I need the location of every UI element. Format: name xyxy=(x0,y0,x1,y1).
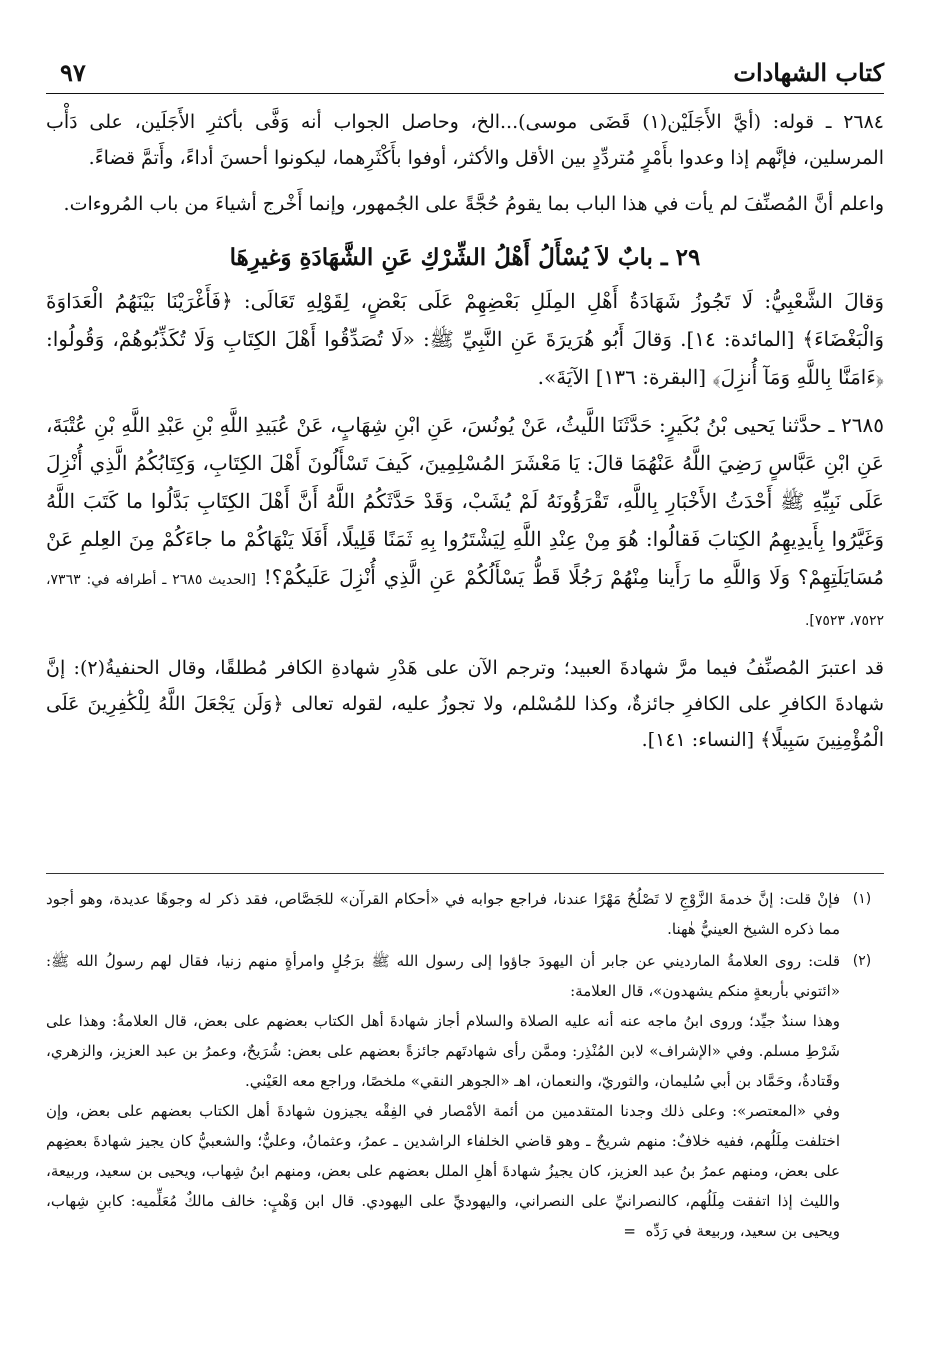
footnote-number: (١) xyxy=(852,891,872,907)
hadith-2685-text: ٢٦٨٥ ـ حدَّثنا يَحيى بْنُ بُكَيرٍ: حَدَّثَنَا اللَّيثُ، عَنْ يُونُسَ، عَنِ ابْنِ شِهَابٍ، عَنْ عُبَيدِ اللَّهِ بْنِ عَبْدِ اللَّهِ بْنِ عُتْبَةَ، عَنِ ابْنِ عَبَّاسٍ رَضِيَ اللَّهُ عَنْهُمَا قالَ: يَا مَعْشَرَ المُسْلِمِينَ، كَيفَ تَسْأَلُونَ أَهْلَ الكِتَابِ، وَكِتَابُكُمُ الَّذِي أُنْزِلَ عَلَى نَبِيِّهِ ﷺ أَحْدَثُ الأَخْبَارِ بِاللَّهِ، تَقْرَؤُونَهُ لَمْ يُشَبْ، وَقَدْ حَدَّثَكُمُ اللَّهُ أَنَّ أَهْلَ الكِتَابِ بَدَّلُوا ما كَتَبَ اللَّهُ وَغَيَّرُوا بِأَيدِيهِمُ الكِتابَ فَقالُوا: هُوَ مِنْ عِنْدِ اللَّهِ لِيَشْتَرُوا بِهِ ثَمَنًا قَلِيلًا، أَفَلَا يَنْهَاكُمْ ما جاءَكُمْ مِنَ العِلمِ عَنْ مُسَايَلَتِهِمْ؟ وَلَا وَاللَّهِ ما رَأَينا مِنْهُمْ رَجُلًا قَطُّ يَسْأَلُكُمْ عَنِ الَّذِي أُنْزِلَ عَلَيكُمْ؟! xyxy=(46,413,884,589)
footnote xyxy=(46,884,884,944)
page-number: ٩٧ xyxy=(60,58,86,87)
footnote-body xyxy=(46,884,840,944)
footnote-paragraph: قلت: روى العلامةُ المارديني عن جابر أن اليهودَ جاؤوا إلى رسول الله ﷺ برَجُلٍ وامرأةٍ منهم زنيا، فقال لهم رسولُ الله ﷺ: «ائتوني بأربعةٍ منكم يشهدون»، قال العلامة: xyxy=(46,952,840,1000)
header-rule xyxy=(46,93,884,94)
footnote-body xyxy=(46,946,840,1246)
hadith-reference: [الحديث ٢٦٨٥ ـ أطرافه في: ٧٣٦٣، ٧٥٢٢، ٧٥٢٣]. xyxy=(46,572,884,629)
hadith-2685 xyxy=(46,406,884,640)
footnote xyxy=(46,946,884,1246)
chapter-title: ٢٩ ـ بابٌ لاَ يُسْأَلُ أَهْلُ الشِّرْكِ عَنِ الشَّهَادَةِ وَغيرِهَا xyxy=(229,244,701,271)
main-text xyxy=(46,104,884,768)
commentary-2685: قد اعتبرَ المُصنِّفُ فيما مرَّ شهادةَ العبيد؛ وترجم الآن على هَدْرِ شهادةِ الكافر مُطلقًا، وقال الحنفيةُ(٢): إنَّ شهادةَ الكافرِ على الكافرِ جائزةٌ، وكذا للمُسْلم، ولا تجوزُ عليه، لقوله تعالى ﴿وَلَن يَجْعَلَ اللَّهُ لِلْكَٰفِرِينَ عَلَى الْمُؤْمِنِينَ سَبِيلًا﴾ [النساء: ١٤١]. xyxy=(46,657,884,751)
chapter-intro xyxy=(46,282,884,396)
footnote-number: (٢) xyxy=(852,953,872,969)
commentary-2684: ٢٦٨٤ ـ قوله: (أيَّ الأَجَلَيْن(١) قَضَى موسى)...الخ، وحاصل الجواب أنه وَفَّى بأكثرِ الأَجَلَين، على دَأْب المرسلين، فإنَّهم إذا وعدوا بأَمْرٍ مُتردِّدٍ بين الأقل والأكثر، أوفوا بأَكْثَرِهما، ليكونوا أحسنَ أداءً، وأَتمَّ قضاءً. xyxy=(46,111,885,169)
page-header xyxy=(46,52,884,92)
footnote-rule xyxy=(46,873,884,874)
continuation-mark: = xyxy=(623,1222,636,1240)
footnote-paragraph xyxy=(46,1096,840,1246)
book-page xyxy=(46,0,884,1367)
footnote-text: وفي «المعتصر»: وعلى ذلك وجدنا المتقدمين من أئمة الأمْصار في الفِقْه يجيزون شهادةَ أهل الكتاب بعضهم على بعض، وإن اختلفت مِلَلُهم، ففيه خلافٌ: منهم شريحٌ ـ وهو قاضي الخلفاء الراشدين ـ عمرُ، وعثمانُ، وعليٌّ؛ والشعبيُّ كان يجيز شهادةَ بعضِهم على بعض، ومنهم عمرُ بنُ عبد العزيز، كان يجيزُ شهادةَ أهلِ الملل بعضهم على بعض، ومنهم ابنُ شِهاب، ويحيى بن سعيد، وربيعة، والليث إذا اتفقت مِلَلُهم، كالنصرانيِّ على النصراني، واليهوديِّ على اليهودي. قال ابن وَهْبٍ: خالف مالكٌ مُعَلِّميه: كابنِ شِهاب، ويحيى بن سعيد، وربيعة في رَدِّه xyxy=(46,1102,840,1240)
commentary-note: واعلم أنَّ المُصنِّفَ لم يأت في هذا الباب بما يقومُ حُجَّةً على الجُمهور، وإنما أَخْرج أشياءَ من باب المُروءات. xyxy=(63,193,884,215)
chapter-intro-text: وَقالَ الشَّعْبِيُّ: لَا تَجُوزُ شَهَادَةُ أَهْلِ المِلَلِ بَعْضِهِمْ عَلَى بَعْضٍ، لِقَوْلِهِ تَعَالَى: ﴿فَأَغْرَيْنَا بَيْنَهُمُ الْعَدَاوَةَ وَالْبَغْضَاءَ﴾ [المائدة: ١٤]. وَقالَ أَبُو هُرَيرَةَ عَنِ النَّبِيِّ ﷺ: «لَا تُصَدِّقُوا أَهْلَ الكِتَابِ وَلَا تُكَذِّبُوهُمْ، وَقُولُوا: ﴿ءَامَنَّا بِاللَّهِ وَمَآ أُنزِلَ﴾ [البقرة: ١٣٦] الآيَةَ». xyxy=(46,289,884,389)
footnotes xyxy=(46,884,884,1248)
footnote-paragraph: فإنْ قلت: إنَّ خدمةَ الزَّوْجِ لا تَصْلُحُ مَهْرًا عندنا، فراجع جوابه في «أحكام القرآن» للجَصَّاص، فقد ذكر له وجوهًا عديدة، وهو أجود مما ذكره الشيخ العينيُّ هٰهنا. xyxy=(46,890,840,938)
running-title: كتاب الشهادات xyxy=(733,58,884,87)
footnote-paragraph: وهذا سندٌ جيِّد؛ وروى ابنُ ماجه عنه أنه عليه الصلاة والسلام أجاز شهادةَ أهل الكتاب بعضهم على بعض، قال العلامةُ: وهذا على شَرْطِ مسلم. وفي «الإشراف» لابن المُنْذِر: وممَّن رأى شهادتَهم جائزةً بعضهم على بعض: شُرَيحٌ، وعمرُ بن عبد العزيز، والزهري، وقَتادةُ، وحَمَّاد بن أبي سُليمان، والثوريّ، والنعمان، اهـ «الجوهر النقي» ملخصًا، وراجع معه العَيْني. xyxy=(46,1012,840,1090)
